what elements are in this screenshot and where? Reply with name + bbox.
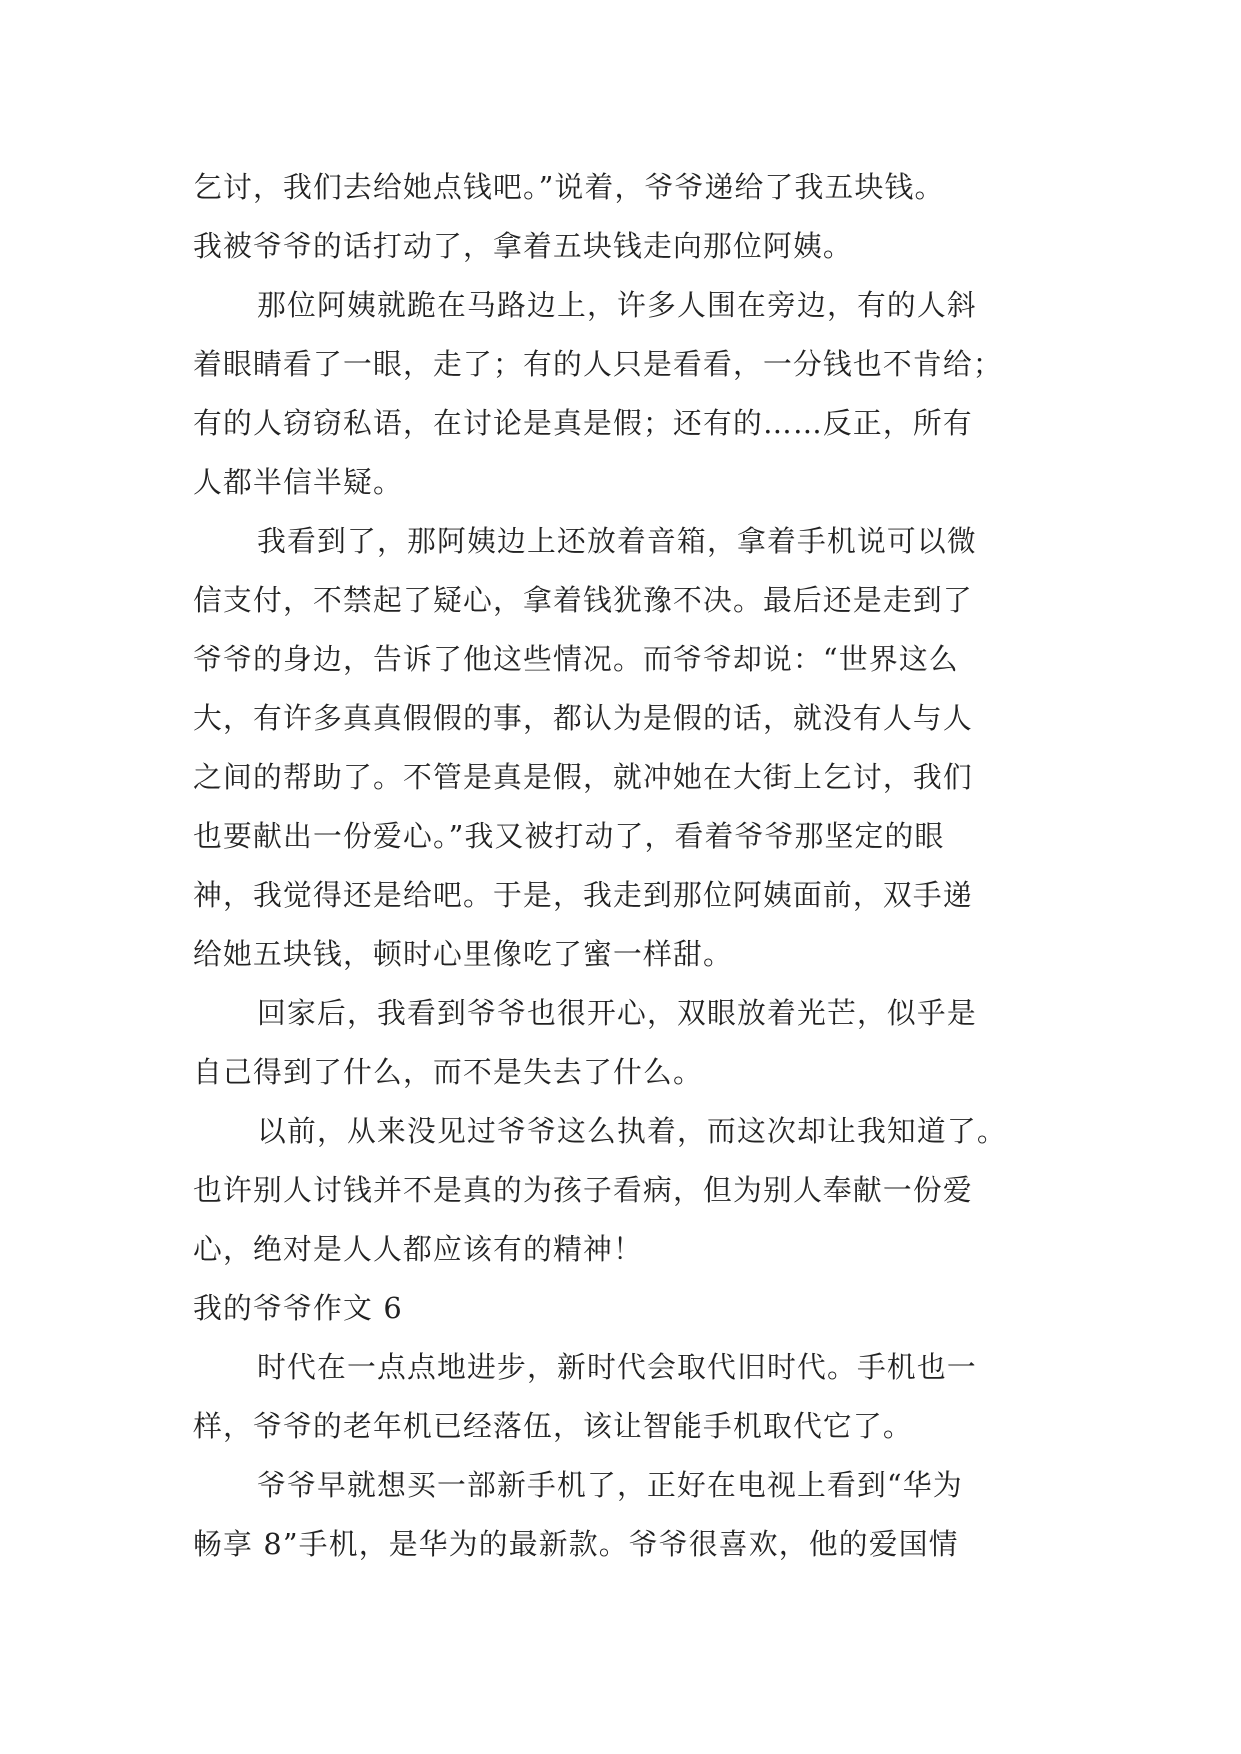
paragraph-start-line: 那位阿姨就跪在马路边上，许多人围在旁边，有的人斜 bbox=[257, 288, 977, 322]
text-line: 也要献出一份爱心。”我又被打动了，看着爷爷那坚定的眼 bbox=[193, 819, 945, 853]
text-line: 我被爷爷的话打动了，拿着五块钱走向那位阿姨。 bbox=[193, 229, 853, 263]
text-line: 样，爷爷的老年机已经落伍，该让智能手机取代它了。 bbox=[193, 1409, 913, 1443]
text-line: 大，有许多真真假假的事，都认为是假的话，就没有人与人 bbox=[193, 701, 973, 735]
text-line: 人都半信半疑。 bbox=[193, 465, 403, 499]
text-line: 之间的帮助了。不管是真是假，就冲她在大街上乞讨，我们 bbox=[193, 760, 973, 794]
paragraph-start-line: 回家后，我看到爷爷也很开心，双眼放着光芒，似乎是 bbox=[257, 996, 977, 1030]
text-line: 畅享 8”手机，是华为的最新款。爷爷很喜欢，他的爱国情 bbox=[193, 1527, 959, 1561]
section-heading: 我的爷爷作文 6 bbox=[193, 1291, 403, 1325]
paragraph-start-line: 以前，从来没见过爷爷这么执着，而这次却让我知道了。 bbox=[257, 1114, 1007, 1148]
text-line: 给她五块钱，顿时心里像吃了蜜一样甜。 bbox=[193, 937, 733, 971]
text-line: 乞讨，我们去给她点钱吧。”说着，爷爷递给了我五块钱。 bbox=[193, 170, 945, 204]
text-line: 也许别人讨钱并不是真的为孩子看病，但为别人奉献一份爱 bbox=[193, 1173, 973, 1207]
text-line: 着眼睛看了一眼，走了；有的人只是看看，一分钱也不肯给； bbox=[193, 347, 1003, 381]
text-line: 心，绝对是人人都应该有的精神！ bbox=[193, 1232, 643, 1266]
paragraph-start-line: 时代在一点点地进步，新时代会取代旧时代。手机也一 bbox=[257, 1350, 977, 1384]
text-line: 有的人窃窃私语，在讨论是真是假；还有的……反正，所有 bbox=[193, 406, 973, 440]
paragraph-start-line: 我看到了，那阿姨边上还放着音箱，拿着手机说可以微 bbox=[257, 524, 977, 558]
essay-text bbox=[193, 158, 1053, 1574]
text-line: 自己得到了什么，而不是失去了什么。 bbox=[193, 1055, 703, 1089]
paragraph-start-line: 爷爷早就想买一部新手机了，正好在电视上看到“华为 bbox=[257, 1468, 963, 1502]
text-line: 神，我觉得还是给吧。于是，我走到那位阿姨面前，双手递 bbox=[193, 878, 973, 912]
text-line: 爷爷的身边，告诉了他这些情况。而爷爷却说：“世界这么 bbox=[193, 642, 959, 676]
text-line: 信支付，不禁起了疑心，拿着钱犹豫不决。最后还是走到了 bbox=[193, 583, 973, 617]
